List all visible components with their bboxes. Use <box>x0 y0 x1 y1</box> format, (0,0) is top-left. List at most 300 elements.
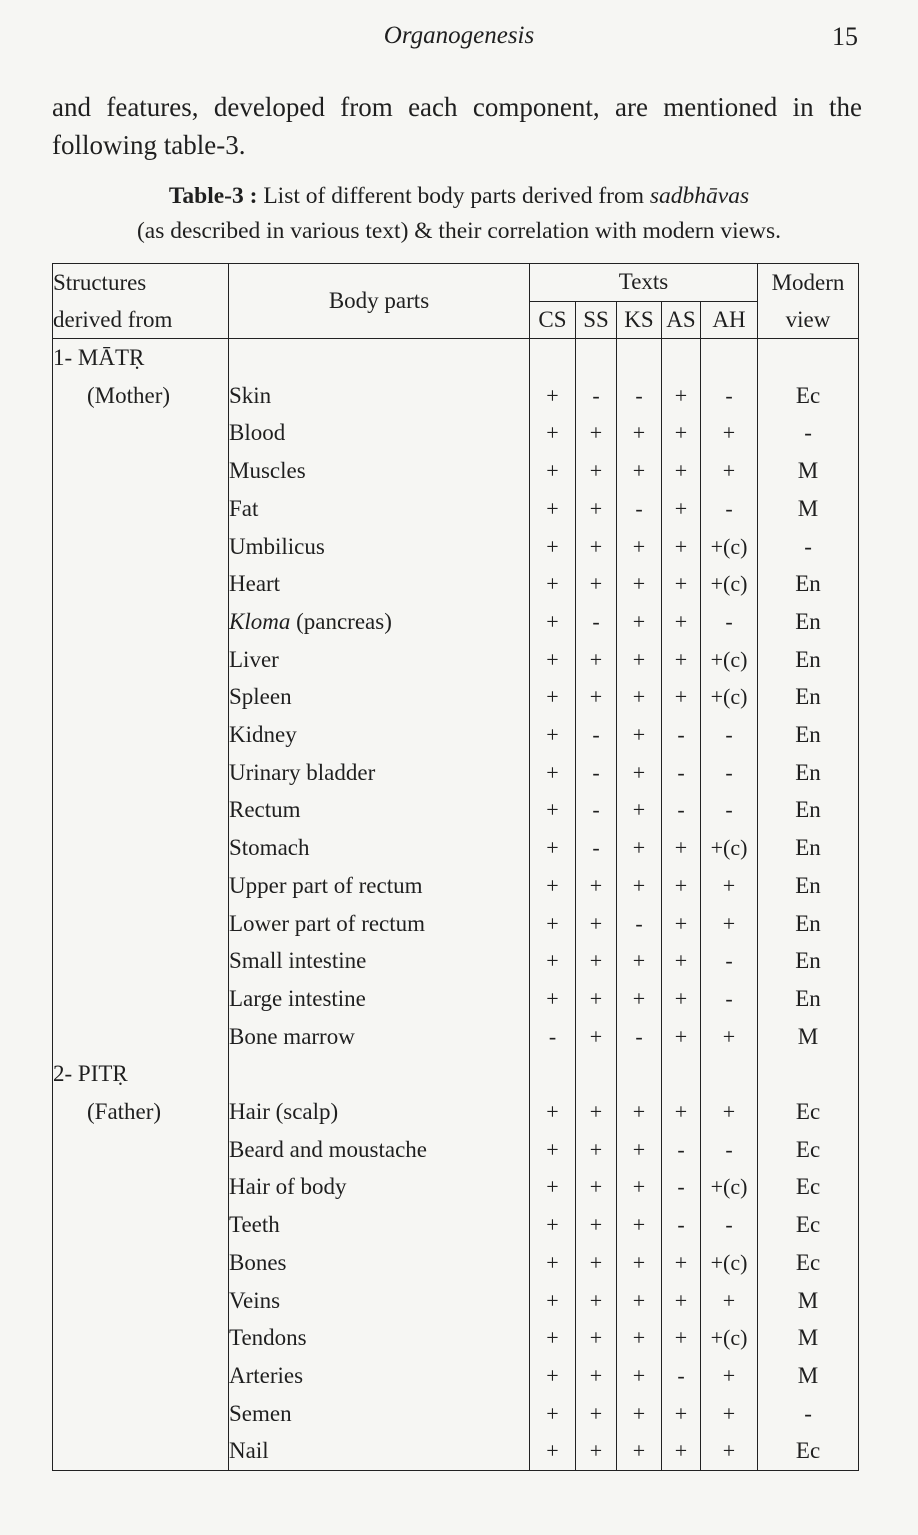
page-number: 15 <box>832 22 858 51</box>
modern-view-value: - <box>758 414 859 452</box>
mark-ks: + <box>617 1131 662 1169</box>
body-part-name <box>229 905 530 943</box>
mark-cs: + <box>530 716 576 754</box>
body-part-label: Blood <box>229 420 286 446</box>
mark-as: + <box>662 414 701 452</box>
structure-cell-empty <box>53 791 229 829</box>
caption-line-2: (as described in various text) & their correlation with modern views. <box>136 218 782 244</box>
mark-as: - <box>662 1206 701 1244</box>
table-row <box>53 791 859 829</box>
modern-view-value: Ec <box>758 1432 859 1470</box>
mark-as: + <box>662 528 701 566</box>
header-structures: Structures derived from <box>53 264 229 339</box>
table-row <box>53 1395 859 1433</box>
mark-cs: + <box>530 1432 576 1470</box>
structure-cell-empty <box>53 1282 229 1320</box>
mark-ss: + <box>576 1018 617 1056</box>
mark-as: + <box>662 452 701 490</box>
structure-cell-empty <box>53 867 229 905</box>
body-part-name <box>229 565 530 603</box>
header-body-parts: Body parts <box>229 264 530 339</box>
mark-ah: + <box>701 905 758 943</box>
structure-cell-empty <box>53 490 229 528</box>
mark-cs: - <box>530 1018 576 1056</box>
mark-cell-empty <box>662 1055 701 1093</box>
mark-ks: - <box>617 490 662 528</box>
mark-ah: +(c) <box>701 1168 758 1206</box>
mark-cs: + <box>530 1168 576 1206</box>
mark-cell-empty <box>617 339 662 377</box>
body-part-label: Kidney <box>229 722 297 748</box>
mark-ah: - <box>701 716 758 754</box>
mark-ah: + <box>701 1357 758 1395</box>
mark-ks: + <box>617 1168 662 1206</box>
table-row <box>53 377 859 415</box>
modern-view-value: - <box>758 528 859 566</box>
body-part-name <box>229 716 530 754</box>
mark-ah: +(c) <box>701 565 758 603</box>
body-part-name <box>229 452 530 490</box>
structure-cell-empty <box>53 1395 229 1433</box>
mark-ks: + <box>617 1093 662 1131</box>
body-part-cell-empty <box>229 339 530 377</box>
mark-ss: - <box>576 791 617 829</box>
body-part-name <box>229 829 530 867</box>
table-row <box>53 980 859 1018</box>
table-row <box>53 1244 859 1282</box>
table-row <box>53 678 859 716</box>
mark-ss: + <box>576 1357 617 1395</box>
mark-ss: + <box>576 1432 617 1470</box>
mark-as: + <box>662 1432 701 1470</box>
body-part-name <box>229 980 530 1018</box>
mark-ks: + <box>617 528 662 566</box>
modern-view-value: Ec <box>758 1093 859 1131</box>
mark-cell-empty <box>701 339 758 377</box>
mark-ss: + <box>576 942 617 980</box>
mark-cs: + <box>530 1357 576 1395</box>
table-body <box>53 339 859 1471</box>
mark-as: + <box>662 829 701 867</box>
mark-as: + <box>662 641 701 679</box>
group-heading-row <box>53 339 859 377</box>
body-part-label: Veins <box>229 1287 281 1313</box>
mark-ah: - <box>701 1206 758 1244</box>
body-part-label: Spleen <box>229 684 292 710</box>
mark-ss: + <box>576 452 617 490</box>
mark-ss: + <box>576 1319 617 1357</box>
body-part-name <box>229 490 530 528</box>
intro-paragraph: and features, developed from each component, are mentioned in the following table-3. <box>52 92 862 160</box>
body-part-name <box>229 1168 530 1206</box>
mark-as: + <box>662 1319 701 1357</box>
mark-ks: + <box>617 678 662 716</box>
mark-ks: + <box>617 754 662 792</box>
mark-cell-empty <box>617 1055 662 1093</box>
table-row <box>53 528 859 566</box>
mark-as: + <box>662 377 701 415</box>
modern-view-value: En <box>758 641 859 679</box>
mark-ss: + <box>576 678 617 716</box>
structure-cell-empty <box>53 1357 229 1395</box>
body-part-label: Liver <box>229 646 279 672</box>
mark-cs: + <box>530 603 576 641</box>
mark-ah: + <box>701 414 758 452</box>
body-part-label: Muscles <box>229 458 306 484</box>
caption-text: List of different body parts derived from <box>257 183 650 209</box>
mark-cs: + <box>530 1131 576 1169</box>
mark-ks: + <box>617 1244 662 1282</box>
table-row <box>53 490 859 528</box>
header-texts: Texts <box>530 264 758 302</box>
mark-as: - <box>662 791 701 829</box>
mark-cs: + <box>530 377 576 415</box>
table-row <box>53 754 859 792</box>
mark-as: + <box>662 678 701 716</box>
mark-ks: + <box>617 867 662 905</box>
body-part-label: Bone marrow <box>229 1023 355 1049</box>
modern-view-value: M <box>758 1357 859 1395</box>
mark-cs: + <box>530 1206 576 1244</box>
modern-view-value: En <box>758 942 859 980</box>
body-part-name <box>229 528 530 566</box>
group-title: 2- PITṚ <box>53 1055 229 1093</box>
modern-view-value: En <box>758 791 859 829</box>
mark-ss: + <box>576 867 617 905</box>
header-ks: KS <box>617 301 662 339</box>
table-row <box>53 867 859 905</box>
structure-cell-empty <box>53 1131 229 1169</box>
mark-cs: + <box>530 414 576 452</box>
table-row <box>53 641 859 679</box>
body-part-name <box>229 1244 530 1282</box>
body-part-label: Umbilicus <box>229 533 325 559</box>
mark-as: - <box>662 1168 701 1206</box>
mark-cs: + <box>530 1244 576 1282</box>
mark-cell-empty <box>576 339 617 377</box>
mark-as: - <box>662 1357 701 1395</box>
table-row <box>53 716 859 754</box>
mark-cs: + <box>530 1395 576 1433</box>
table-row <box>53 1093 859 1131</box>
body-part-label: Fat <box>229 495 259 521</box>
mark-ks: - <box>617 1018 662 1056</box>
body-part-name <box>229 867 530 905</box>
mark-ss: + <box>576 1282 617 1320</box>
body-part-name <box>229 641 530 679</box>
group-title: 1- MĀTṚ <box>53 339 229 377</box>
modern-view-value: M <box>758 452 859 490</box>
mark-ah: +(c) <box>701 678 758 716</box>
mark-cell-empty <box>530 1055 576 1093</box>
mark-as: + <box>662 942 701 980</box>
mark-ah: + <box>701 1018 758 1056</box>
body-part-label: Large intestine <box>229 985 366 1011</box>
structure-cell-empty <box>53 452 229 490</box>
structure-cell-empty <box>53 565 229 603</box>
body-part-label: Bones <box>229 1249 287 1275</box>
modern-view-value: En <box>758 603 859 641</box>
caption-label: Table-3 : <box>168 183 258 209</box>
mark-cell-empty <box>662 339 701 377</box>
modern-view-value: En <box>758 565 859 603</box>
body-part-label: Heart <box>229 571 281 597</box>
mark-ah: - <box>701 1131 758 1169</box>
mark-ks: + <box>617 641 662 679</box>
mark-ah: +(c) <box>701 1244 758 1282</box>
group-subtitle: (Father) <box>53 1093 229 1131</box>
mark-ss: + <box>576 1395 617 1433</box>
header-ah: AH <box>701 301 758 339</box>
mark-cell-empty <box>530 339 576 377</box>
modern-view-value: En <box>758 867 859 905</box>
header-ss: SS <box>576 301 617 339</box>
modern-view-value: Ec <box>758 1244 859 1282</box>
table-caption <box>40 179 878 249</box>
structure-cell-empty <box>53 603 229 641</box>
mark-cs: + <box>530 942 576 980</box>
mark-ss: + <box>576 1206 617 1244</box>
table-row <box>53 1131 859 1169</box>
mark-ah: - <box>701 980 758 1018</box>
mark-ks: + <box>617 1395 662 1433</box>
mark-as: + <box>662 565 701 603</box>
mark-cs: + <box>530 1319 576 1357</box>
table-row <box>53 905 859 943</box>
mark-ss: + <box>576 641 617 679</box>
mark-cs: + <box>530 565 576 603</box>
body-part-suffix: (pancreas) <box>290 608 392 634</box>
mark-ss: + <box>576 565 617 603</box>
mark-ah: + <box>701 1093 758 1131</box>
mark-as: + <box>662 1282 701 1320</box>
mark-ks: + <box>617 414 662 452</box>
header-as: AS <box>662 301 701 339</box>
modern-cell-empty <box>758 1055 859 1093</box>
mark-as: + <box>662 603 701 641</box>
mark-cs: + <box>530 754 576 792</box>
body-part-label: Skin <box>229 382 272 408</box>
mark-ks: + <box>617 980 662 1018</box>
body-part-name <box>229 1206 530 1244</box>
mark-ks: + <box>617 452 662 490</box>
mark-ks: + <box>617 603 662 641</box>
mark-ks: + <box>617 1206 662 1244</box>
body-part-label: Upper part of rectum <box>229 872 423 898</box>
mark-ks: + <box>617 1357 662 1395</box>
body-part-name <box>229 1319 530 1357</box>
mark-as: + <box>662 1395 701 1433</box>
mark-ks: + <box>617 1282 662 1320</box>
mark-as: + <box>662 980 701 1018</box>
structure-cell-empty <box>53 1206 229 1244</box>
mark-ss: - <box>576 377 617 415</box>
table-row <box>53 1319 859 1357</box>
body-part-label: Teeth <box>229 1212 280 1238</box>
mark-ss: + <box>576 905 617 943</box>
mark-cs: + <box>530 791 576 829</box>
mark-cs: + <box>530 452 576 490</box>
table-row <box>53 414 859 452</box>
body-part-label: Rectum <box>229 797 301 823</box>
structure-cell-empty <box>53 980 229 1018</box>
mark-cs: + <box>530 905 576 943</box>
structure-cell-empty <box>53 1432 229 1470</box>
caption-term: sadbhāvas <box>649 183 750 209</box>
mark-ah: + <box>701 1282 758 1320</box>
body-part-label: Semen <box>229 1400 292 1426</box>
body-part-name <box>229 1282 530 1320</box>
mark-as: + <box>662 1244 701 1282</box>
mark-ah: - <box>701 791 758 829</box>
body-part-name <box>229 1432 530 1470</box>
mark-ss: - <box>576 716 617 754</box>
mark-cs: + <box>530 867 576 905</box>
mark-ah: - <box>701 490 758 528</box>
mark-ss: - <box>576 603 617 641</box>
mark-ah: +(c) <box>701 1319 758 1357</box>
modern-view-value: En <box>758 829 859 867</box>
body-part-name <box>229 1093 530 1131</box>
table-row <box>53 1432 859 1470</box>
mark-ss: - <box>576 754 617 792</box>
structure-cell-empty <box>53 414 229 452</box>
mark-ss: + <box>576 1244 617 1282</box>
mark-ss: + <box>576 528 617 566</box>
modern-view-value: M <box>758 1018 859 1056</box>
modern-view-value: M <box>758 1319 859 1357</box>
mark-as: + <box>662 867 701 905</box>
mark-cs: + <box>530 528 576 566</box>
body-part-name <box>229 603 530 641</box>
modern-view-value: En <box>758 905 859 943</box>
body-part-label: Urinary bladder <box>229 759 376 785</box>
mark-as: - <box>662 754 701 792</box>
mark-as: - <box>662 716 701 754</box>
table-row <box>53 829 859 867</box>
mark-ks: - <box>617 377 662 415</box>
mark-ks: + <box>617 716 662 754</box>
table-row <box>53 1168 859 1206</box>
mark-ks: + <box>617 942 662 980</box>
mark-cs: + <box>530 980 576 1018</box>
body-part-name <box>229 1357 530 1395</box>
body-part-label: Stomach <box>229 835 310 861</box>
mark-ah: +(c) <box>701 528 758 566</box>
body-part-label: Hair (scalp) <box>229 1099 339 1125</box>
modern-view-value: Ec <box>758 1168 859 1206</box>
mark-cs: + <box>530 641 576 679</box>
modern-view-value: En <box>758 754 859 792</box>
table-row <box>53 1282 859 1320</box>
modern-view-value: M <box>758 490 859 528</box>
mark-as: + <box>662 490 701 528</box>
body-part-name <box>229 1395 530 1433</box>
mark-ss: + <box>576 1131 617 1169</box>
table-row <box>53 452 859 490</box>
structure-cell-empty <box>53 716 229 754</box>
mark-ss: + <box>576 490 617 528</box>
body-part-name <box>229 942 530 980</box>
modern-view-value: En <box>758 678 859 716</box>
body-parts-table <box>52 263 859 1471</box>
mark-ss: + <box>576 980 617 1018</box>
body-part-label: Hair of body <box>229 1174 347 1200</box>
mark-cs: + <box>530 829 576 867</box>
modern-view-value: M <box>758 1282 859 1320</box>
mark-cell-empty <box>576 1055 617 1093</box>
mark-ah: - <box>701 377 758 415</box>
mark-ss: - <box>576 829 617 867</box>
caption-line-1 <box>40 179 878 214</box>
body-part-name <box>229 791 530 829</box>
mark-ah: - <box>701 942 758 980</box>
table-row <box>53 942 859 980</box>
group-heading-row <box>53 1055 859 1093</box>
mark-cs: + <box>530 490 576 528</box>
body-part-name <box>229 1131 530 1169</box>
mark-ks: + <box>617 565 662 603</box>
structure-cell-empty <box>53 1319 229 1357</box>
table-row <box>53 1357 859 1395</box>
mark-ks: + <box>617 1432 662 1470</box>
modern-view-value: - <box>758 1395 859 1433</box>
structure-cell-empty <box>53 641 229 679</box>
mark-ss: + <box>576 1093 617 1131</box>
mark-cs: + <box>530 678 576 716</box>
mark-ks: + <box>617 791 662 829</box>
modern-view-value: Ec <box>758 1131 859 1169</box>
modern-view-value: Ec <box>758 377 859 415</box>
mark-ks: + <box>617 1319 662 1357</box>
structure-cell-empty <box>53 528 229 566</box>
mark-as: + <box>662 1093 701 1131</box>
mark-cs: + <box>530 1282 576 1320</box>
running-header-title: Organogenesis <box>383 22 535 49</box>
modern-view-value: En <box>758 980 859 1018</box>
mark-ks: + <box>617 829 662 867</box>
mark-ah: + <box>701 452 758 490</box>
structure-cell-empty <box>53 905 229 943</box>
mark-ah: +(c) <box>701 829 758 867</box>
modern-view-value: En <box>758 716 859 754</box>
body-part-label: Lower part of rectum <box>229 910 426 936</box>
mark-ah: + <box>701 867 758 905</box>
body-part-label: Kloma <box>229 608 291 634</box>
mark-cell-empty <box>701 1055 758 1093</box>
body-part-label: Small intestine <box>229 948 367 974</box>
table-row <box>53 565 859 603</box>
table-row <box>53 1018 859 1056</box>
body-part-cell-empty <box>229 1055 530 1093</box>
structure-cell-empty <box>53 942 229 980</box>
mark-ah: +(c) <box>701 641 758 679</box>
mark-as: + <box>662 1018 701 1056</box>
body-part-label: Beard and moustache <box>229 1136 427 1162</box>
table-row <box>53 603 859 641</box>
mark-as: + <box>662 905 701 943</box>
structure-cell-empty <box>53 754 229 792</box>
modern-cell-empty <box>758 339 859 377</box>
modern-view-value: Ec <box>758 1206 859 1244</box>
header-cs: CS <box>530 301 576 339</box>
structure-cell-empty <box>53 829 229 867</box>
body-part-label: Tendons <box>229 1325 307 1351</box>
body-part-name <box>229 754 530 792</box>
header-modern-view: Modern view <box>758 264 859 339</box>
mark-as: - <box>662 1131 701 1169</box>
structure-cell-empty <box>53 1168 229 1206</box>
